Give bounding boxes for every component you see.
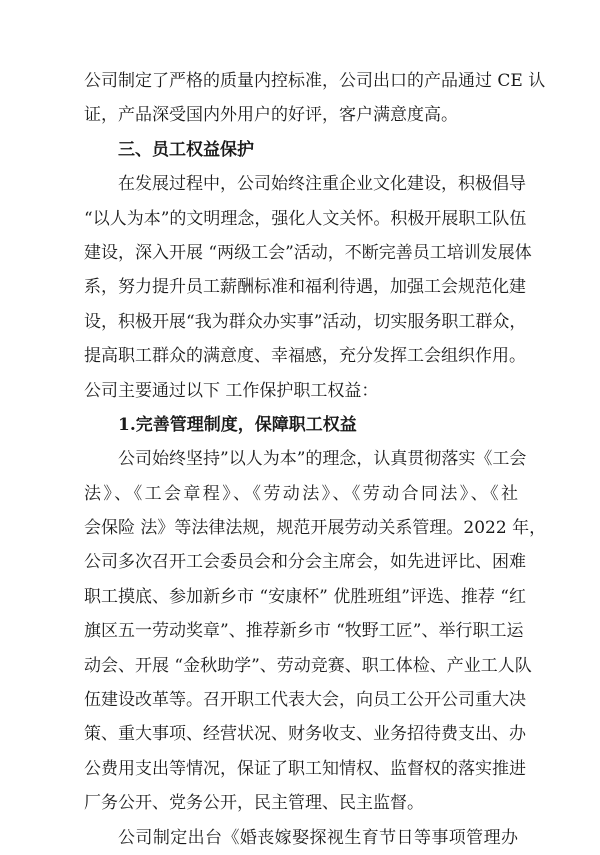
text-line: 伍建设改革等。召开职工代表大会，向员工公开公司重大决 (84, 690, 526, 711)
text-line: 公司始终坚持”以人为本”的理念，认真贯彻落实《工会 (118, 449, 527, 470)
text-line: 提高职工群众的满意度、幸福感，充分发挥工会组织作用。 (84, 346, 526, 367)
text-line: 策、重大事项、经营状况、财务收支、业务招待费支出、办 (84, 724, 526, 745)
text-line: 建设，深入开展 “两级工会”活动，不断完善员工培训发展体 (84, 242, 532, 263)
text-line: 旗区五一劳动奖章”、推荐新乡市 “牧野工匠”、举行职工运 (84, 621, 524, 642)
text-line: 会保险 法》等法律法规，规范开展劳动关系管理。2022 年， (84, 518, 547, 539)
text-line: 公费用支出等情况，保证了职工知情权、监督权的落实推进 (84, 758, 526, 779)
text-line: 公司多次召开工会委员会和分会主席会，如先进评比、困难 (84, 552, 526, 573)
text-line: 厂务公开、党务公开，民主管理、民主监督。 (84, 793, 424, 814)
text-line: “以人为本”的文明理念，强化人文关怀。积极开展职工队伍 (84, 208, 527, 229)
text-line: 公司制定了严格的质量内控标准，公司出口的产品通过 CE 认 (84, 71, 546, 91)
text-line: 设，积极开展“我为群众办实事”活动，切实服务职工群众， (84, 311, 527, 332)
text-line: 公司制定出台《婚丧嫁娶探视生育节日等事项管理办 (118, 827, 518, 848)
section-heading: 三、员工权益保护 (118, 139, 254, 160)
text-line: 职工摸底、参加新乡市 “安康杯” 优胜班组”评选、推荐 “红 (84, 586, 526, 607)
text-line: 证，产品深受国内外用户的好评，客户满意度高。 (84, 105, 458, 126)
text-line: 系，努力提升员工薪酬标准和福利待遇，加强工会规范化建 (84, 277, 526, 298)
document-page (84, 64, 547, 855)
text-line: 动会、开展 “金秋助学”、劳动竞赛、职工体检、产业工人队 (84, 655, 532, 676)
text-line: 法》、《工会章程》、《劳动法》、《劳动合同法》、《社 (84, 483, 518, 504)
text-line: 在发展过程中，公司始终注重企业文化建设，积极倡导 (118, 174, 526, 195)
subsection-heading: 1.完善管理制度，保障职工权益 (118, 414, 357, 435)
text-line: 公司主要通过以下 工作保护职工权益： (84, 380, 379, 401)
